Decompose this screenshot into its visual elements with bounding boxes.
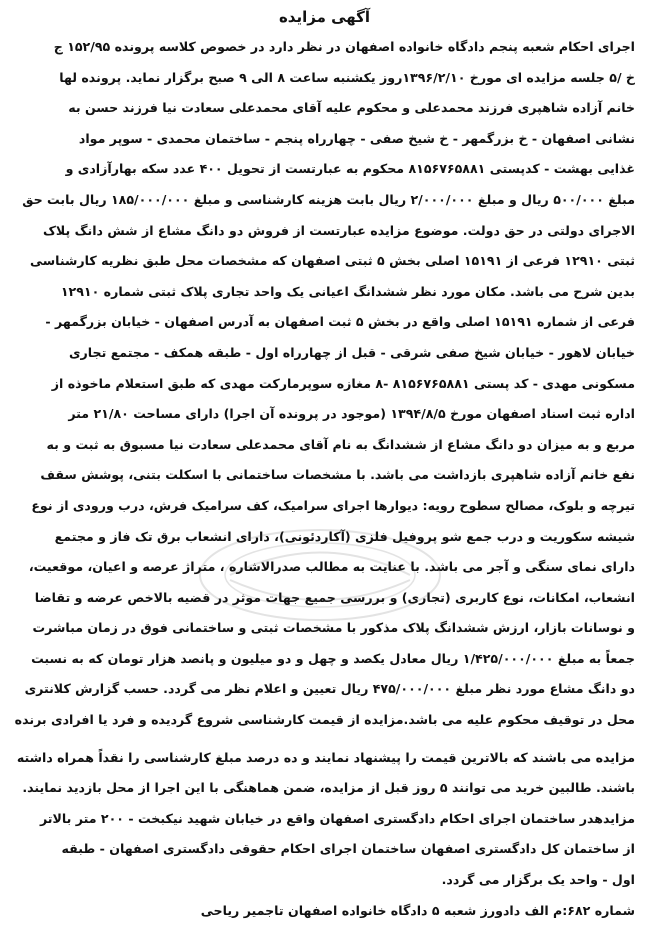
body-line: الاجرای دولتی در حق دولت. موضوع مزایده عبارتست از فروش دو دانگ مشاع از شش دانگ پلاک: [43, 222, 635, 238]
body-line: محل در توقیف محکوم علیه می باشد.مزایده از قیمت کارشناسی شروع گردیده و فرد یا افرادی برنده: [14, 712, 635, 728]
body-line: غذایی بهشت - کدپستی ۸۱۵۶۷۶۵۸۸۱ محکوم به عبارتست از تحویل ۴۰۰ عدد سکه بهارآزادی و: [65, 161, 635, 177]
body-line: شیشه سکوریت و درب جمع شو پروفیل فلزی (آکاردئونی)، دارای انشعاب برق تک فاز و مجتمع: [54, 528, 635, 544]
notice-body-continued: [14, 743, 635, 896]
paragraph-gap: [14, 736, 635, 743]
body-line: و نوسانات بازار، ارزش ششدانگ پلاک مذکور با مشخصات ثبتی و ساختمانی فوق در زمان مباشرت: [32, 620, 635, 636]
body-line: مبلغ ۵۰۰/۰۰۰ ریال و مبلغ ۲/۰۰۰/۰۰۰ ریال بابت هزینه کارشناسی و مبلغ ۱۸۵/۰۰۰/۰۰۰ ریال بابت حق: [22, 191, 635, 207]
body-line: خانم آزاده شاهپری فرزند محمدعلی و محکوم علیه آقای محمدعلی سعادت نیا فرزند حسن به: [68, 100, 635, 116]
body-line: اداره ثبت اسناد اصفهان مورخ ۱۳۹۴/۸/۵ (موجود در پرونده آن اجرا) دارای مساحت ۲۱/۸۰ متر: [68, 406, 635, 422]
body-line: اول - واحد یک برگزار می گردد.: [441, 872, 635, 888]
body-line: جمعاً به مبلغ ۱/۴۲۵/۰۰۰/۰۰۰ ریال معادل یکصد و چهل و دو میلیون و پانصد هزار تومان که به نسبت: [31, 650, 635, 666]
body-line: فرعی از شماره ۱۵۱۹۱ اصلی واقع در بخش ۵ ثبت اصفهان به آدرس اصفهان - خیابان بزرگمهر -: [45, 314, 635, 330]
body-line: باشند. طالبین خرید می توانند ۵ روز قبل از مزایده، ضمن هماهنگی با این اجرا از محل بازدید نمایند.: [22, 780, 635, 796]
body-line: بدین شرح می باشد. مکان مورد نظر ششدانگ اعیانی یک واحد تجاری پلاک ثبتی شماره ۱۲۹۱۰: [60, 283, 635, 299]
body-line: نفع خانم آزاده شاهپری بازداشت می باشد. با مشخصات ساختمانی با اسکلت بتنی، پوشش سقف: [40, 467, 635, 483]
body-line: تیرچه و بلوک، مصالح سطوح رویه: دیوارها اجرای سرامیک، کف سرامیک فرش، درب ورودی از نوع: [31, 497, 635, 513]
body-line: خ /۵ جلسه مزایده ای مورخ ۱۳۹۶/۲/۱۰روز یکشنبه ساعت ۸ الی ۹ صبح برگزار نماید. پرونده لها: [59, 69, 635, 85]
body-line: از ساختمان کل دادگستری اصفهان ساختمان اجرای احکام حقوقی دادگستری اصفهان - طبقه: [61, 841, 635, 857]
body-line: خیابان لاهور - خیابان شیخ صفی شرقی - قبل از چهارراه اول - طبقه همکف - مجتمع تجاری: [68, 344, 635, 360]
body-line: انشعاب، امکانات، نوع کاربری (تجاری) و بررسی جمیع جهات موثر در قضیه بالاخص عرضه و تقاضا: [34, 589, 635, 605]
body-line: اجرای احکام شعبه پنجم دادگاه خانواده اصفهان در نظر دارد در خصوص کلاسه پرونده ۱۵۲/۹۵ ج: [53, 39, 635, 54]
notice-body: [14, 32, 635, 736]
body-line: دارای نمای سنگی و آجر می باشد. با عنایت به مطالب صدرالاشاره ، متراژ عرصه و اعیان، موقعیت،: [28, 559, 635, 575]
body-line: مزایدهدر ساختمان اجرای احکام دادگستری اصفهان واقع در خیابان شهید نیکبخت - ۲۰۰ متر بالاتر: [39, 810, 635, 826]
body-line: ثبتی ۱۲۹۱۰ فرعی از ۱۵۱۹۱ اصلی بخش ۵ ثبتی اصفهان که مشخصات محل طبق نظریه کارشناسی: [30, 253, 635, 269]
notice-footer: شماره ۶۸۲:م الف دادورز شعبه ۵ دادگاه خانواده اصفهان تاجمیر ریاحی: [200, 902, 635, 918]
body-line: نشانی اصفهان - خ بزرگمهر - خ شیخ صفی - چهارراه پنجم - ساختمان محمدی - سوپر مواد: [78, 130, 635, 146]
body-line: مسکونی مهدی - کد پستی ۸۱۵۶۷۶۵۸۸۱ -۸ مغازه سوپرمارکت مهدی که طبق استعلام ماخوذه از: [51, 375, 635, 391]
notice-title: آگهی مزایده: [278, 8, 371, 26]
body-line: دو دانگ مشاع مورد نظر مبلغ ۴۷۵/۰۰۰/۰۰۰ ریال تعیین و اعلام نظر می گردد. حسب گزارش کلانتری: [24, 681, 635, 697]
body-line: مزایده می باشند که بالاترین قیمت را پیشنهاد نمایند و ده درصد مبلغ کارشناسی را نقداً همراه داشته: [16, 749, 635, 765]
body-line: مربع و به میزان دو دانگ مشاع از ششدانگ به نام آقای محمدعلی سعادت نیا مسبوق به ثبت و به: [46, 436, 635, 452]
